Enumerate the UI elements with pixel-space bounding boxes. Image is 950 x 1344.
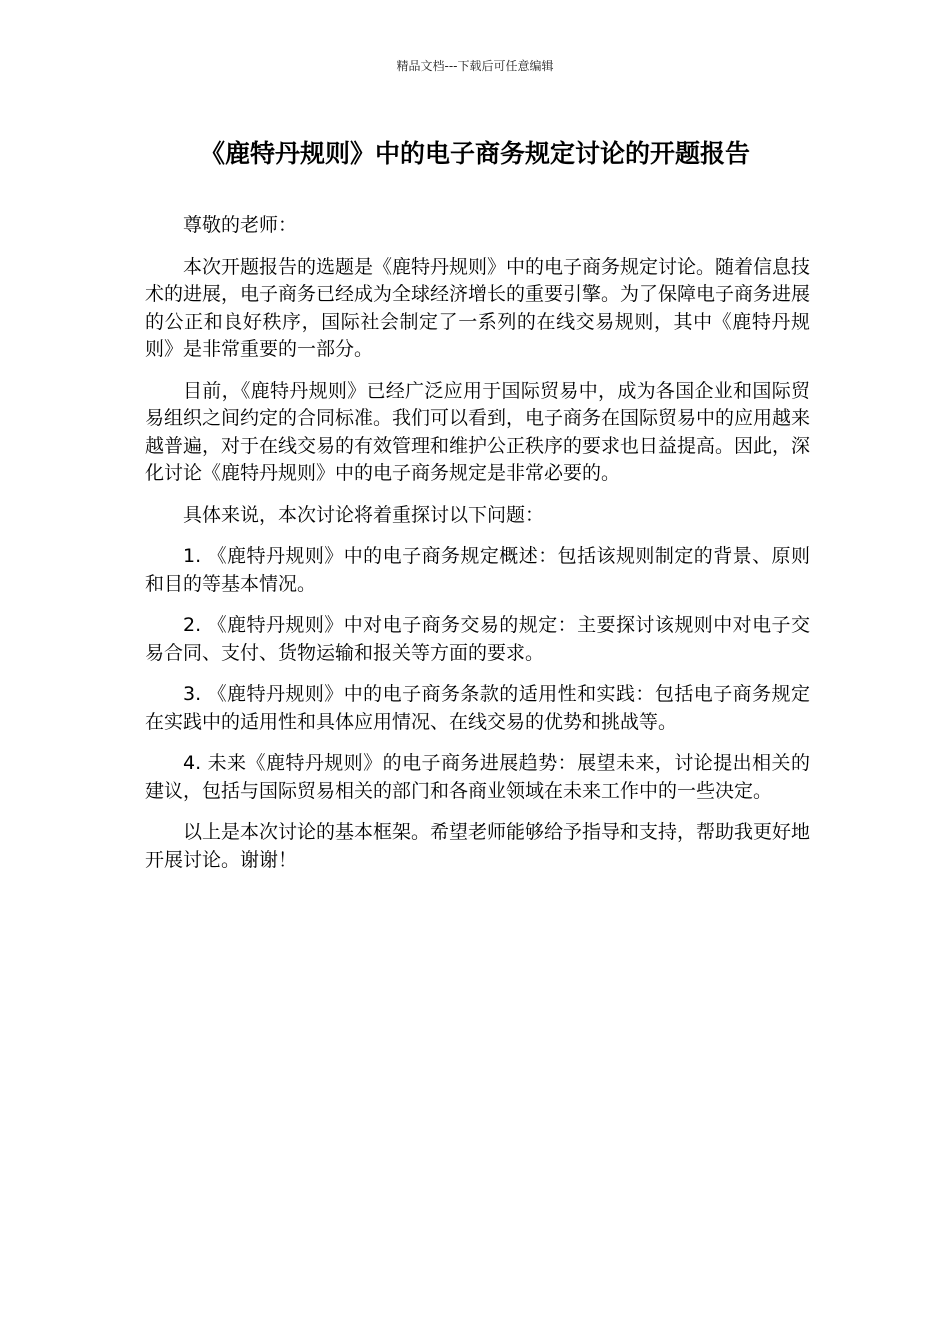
topic-item-3: 3. 《鹿特丹规则》中的电子商务条款的适用性和实践：包括电子商务规定在实践中的适用性和具体应用情况、在线交易的优势和挑战等。 [145,683,810,733]
topics-lead-paragraph: 具体来说，本次讨论将着重探讨以下问题： [183,503,545,526]
topic-item-4: 4. 未来《鹿特丹规则》的电子商务进展趋势：展望未来，讨论提出相关的建议，包括与国际贸易相关的部门和各商业领域在未来工作中的一些决定。 [145,752,810,802]
intro-paragraph: 本次开题报告的选题是《鹿特丹规则》中的电子商务规定讨论。随着信息技术的进展，电子商务已经成为全球经济增长的重要引擎。为了保障电子商务进展的公正和良好秩序，国际社会制定了一系列的在线交易规则，其中《鹿特丹规则》是非常重要的一部分。 [145,255,811,360]
closing-paragraph: 以上是本次讨论的基本框架。希望老师能够给予指导和支持，帮助我更好地开展讨论。谢谢！ [145,821,811,871]
greeting-paragraph: 尊敬的老师： [183,214,298,236]
topic-item-1: 1. 《鹿特丹规则》中的电子商务规定概述：包括该规则制定的背景、原则和目的等基本情况。 [145,545,810,595]
document-body [145,212,810,888]
topic-item-2: 2. 《鹿特丹规则》中对电子商务交易的规定：主要探讨该规则中对电子交易合同、支付、货物运输和报关等方面的要求。 [145,614,810,664]
header-note: 精品文档---下载后可任意编辑 [396,59,554,73]
document-title: 《鹿特丹规则》中的电子商务规定讨论的开题报告 [199,139,750,168]
background-paragraph: 目前，《鹿特丹规则》已经广泛应用于国际贸易中，成为各国企业和国际贸易组织之间约定的合同标准。我们可以看到，电子商务在国际贸易中的应用越来越普遍，对于在线交易的有效管理和维护公正秩序的要求也日益提高。因此，深化讨论《鹿特丹规则》中的电子商务规定是非常必要的。 [145,379,811,484]
